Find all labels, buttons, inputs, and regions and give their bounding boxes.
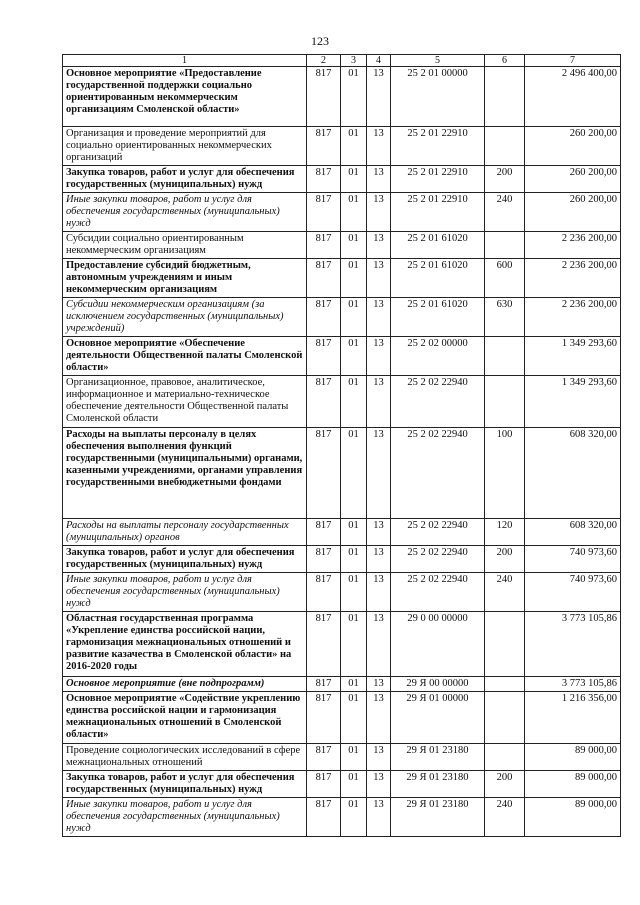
row-name-cell: Расходы на выплаты персоналу в целях обеспечения выполнения функций государственными (муниципальными) органами, казенными учреждениями, органами управления государственными внебюджетными фондами: [63, 428, 307, 519]
row-name-cell: Закупка товаров, работ и услуг для обеспечения государственных (муниципальных) нужд: [63, 166, 307, 193]
table-row: [63, 573, 621, 612]
amount-cell: 608 320,00: [525, 428, 621, 519]
table-row: [63, 193, 621, 232]
target-article-cell: 25 2 01 22910: [391, 193, 485, 232]
ministry-code-cell: 817: [307, 677, 341, 692]
section-code-cell: 01: [341, 519, 367, 546]
table-row: [63, 744, 621, 771]
section-code-cell: 01: [341, 193, 367, 232]
target-article-cell: 25 2 01 00000: [391, 67, 485, 127]
target-article-cell: 29 Я 01 23180: [391, 798, 485, 837]
target-article-cell: 29 Я 01 23180: [391, 744, 485, 771]
amount-cell: 89 000,00: [525, 798, 621, 837]
table-row: [63, 337, 621, 376]
header-cell: 1: [63, 55, 307, 67]
expense-type-cell: 200: [485, 546, 525, 573]
expense-type-cell: [485, 127, 525, 166]
target-article-cell: 25 2 01 61020: [391, 298, 485, 337]
row-name-cell: Закупка товаров, работ и услуг для обеспечения государственных (муниципальных) нужд: [63, 546, 307, 573]
subsection-code-cell: 13: [367, 573, 391, 612]
section-code-cell: 01: [341, 692, 367, 744]
section-code-cell: 01: [341, 337, 367, 376]
table-row: [63, 67, 621, 127]
budget-table-body: [63, 55, 621, 837]
row-name-cell: Организационное, правовое, аналитическое, информационное и материально-техническое обеспечение деятельности Общественной палаты Смоленской области: [63, 376, 307, 428]
target-article-cell: 25 2 02 22940: [391, 519, 485, 546]
expense-type-cell: [485, 376, 525, 428]
expense-type-cell: [485, 692, 525, 744]
row-name-cell: Иные закупки товаров, работ и услуг для обеспечения государственных (муниципальных) нужд: [63, 798, 307, 837]
ministry-code-cell: 817: [307, 193, 341, 232]
amount-cell: 260 200,00: [525, 127, 621, 166]
expense-type-cell: 240: [485, 798, 525, 837]
amount-cell: 260 200,00: [525, 166, 621, 193]
section-code-cell: 01: [341, 546, 367, 573]
ministry-code-cell: 817: [307, 166, 341, 193]
ministry-code-cell: 817: [307, 376, 341, 428]
table-row: [63, 127, 621, 166]
expense-type-cell: [485, 337, 525, 376]
row-name-cell: Областная государственная программа «Укрепление единства российской нации, гармонизация межнациональных отношений и развитие казачества в Смоленской области» на 2016-2020 годы: [63, 612, 307, 677]
amount-cell: 3 773 105,86: [525, 612, 621, 677]
target-article-cell: 25 2 01 22910: [391, 127, 485, 166]
target-article-cell: 29 Я 01 00000: [391, 692, 485, 744]
ministry-code-cell: 817: [307, 744, 341, 771]
subsection-code-cell: 13: [367, 67, 391, 127]
amount-cell: 2 496 400,00: [525, 67, 621, 127]
section-code-cell: 01: [341, 298, 367, 337]
subsection-code-cell: 13: [367, 428, 391, 519]
subsection-code-cell: 13: [367, 798, 391, 837]
amount-cell: 608 320,00: [525, 519, 621, 546]
page-number: 123: [311, 34, 329, 48]
header-cell: 3: [341, 55, 367, 67]
subsection-code-cell: 13: [367, 166, 391, 193]
amount-cell: 89 000,00: [525, 744, 621, 771]
table-row: [63, 546, 621, 573]
row-name-cell: Предоставление субсидий бюджетным, автономным учреждениям и иным некоммерческим организациям: [63, 259, 307, 298]
expense-type-cell: [485, 677, 525, 692]
section-code-cell: 01: [341, 573, 367, 612]
row-name-cell: Иные закупки товаров, работ и услуг для обеспечения государственных (муниципальных) нужд: [63, 573, 307, 612]
ministry-code-cell: 817: [307, 428, 341, 519]
ministry-code-cell: 817: [307, 259, 341, 298]
section-code-cell: 01: [341, 798, 367, 837]
ministry-code-cell: 817: [307, 127, 341, 166]
subsection-code-cell: 13: [367, 677, 391, 692]
amount-cell: 1 349 293,60: [525, 376, 621, 428]
header-cell: 7: [525, 55, 621, 67]
section-code-cell: 01: [341, 677, 367, 692]
target-article-cell: 25 2 02 22940: [391, 376, 485, 428]
section-code-cell: 01: [341, 232, 367, 259]
section-code-cell: 01: [341, 744, 367, 771]
amount-cell: 740 973,60: [525, 546, 621, 573]
ministry-code-cell: 817: [307, 67, 341, 127]
table-row: [63, 428, 621, 519]
header-cell: 4: [367, 55, 391, 67]
table-row: [63, 771, 621, 798]
expense-type-cell: [485, 67, 525, 127]
subsection-code-cell: 13: [367, 744, 391, 771]
expense-type-cell: 240: [485, 573, 525, 612]
target-article-cell: 25 2 02 22940: [391, 428, 485, 519]
subsection-code-cell: 13: [367, 546, 391, 573]
row-name-cell: Иные закупки товаров, работ и услуг для обеспечения государственных (муниципальных) нужд: [63, 193, 307, 232]
section-code-cell: 01: [341, 259, 367, 298]
expense-type-cell: 100: [485, 428, 525, 519]
section-code-cell: 01: [341, 67, 367, 127]
ministry-code-cell: 817: [307, 612, 341, 677]
subsection-code-cell: 13: [367, 232, 391, 259]
expense-type-cell: 600: [485, 259, 525, 298]
row-name-cell: Основное мероприятие «Предоставление государственной поддержки социально ориентированным некоммерческим организациям Смоленской области»: [63, 67, 307, 127]
row-name-cell: Организация и проведение мероприятий для социально ориентированных некоммерческих организаций: [63, 127, 307, 166]
row-name-cell: Основное мероприятие «Содействие укреплению единства российской нации и гармонизация межнациональных отношений в Смоленской области»: [63, 692, 307, 744]
expense-type-cell: 120: [485, 519, 525, 546]
table-row: [63, 376, 621, 428]
table-row: [63, 519, 621, 546]
subsection-code-cell: 13: [367, 771, 391, 798]
table-row: [63, 612, 621, 677]
subsection-code-cell: 13: [367, 612, 391, 677]
amount-cell: 1 349 293,60: [525, 337, 621, 376]
header-cell: 6: [485, 55, 525, 67]
section-code-cell: 01: [341, 612, 367, 677]
target-article-cell: 29 Я 01 23180: [391, 771, 485, 798]
target-article-cell: 25 2 01 61020: [391, 232, 485, 259]
table-row: [63, 259, 621, 298]
row-name-cell: Субсидии некоммерческим организациям (за исключением государственных (муниципальных) учреждений): [63, 298, 307, 337]
amount-cell: 2 236 200,00: [525, 298, 621, 337]
amount-cell: 2 236 200,00: [525, 259, 621, 298]
subsection-code-cell: 13: [367, 298, 391, 337]
amount-cell: 3 773 105,86: [525, 677, 621, 692]
amount-cell: 1 216 356,00: [525, 692, 621, 744]
row-name-cell: Закупка товаров, работ и услуг для обеспечения государственных (муниципальных) нужд: [63, 771, 307, 798]
target-article-cell: 25 2 02 22940: [391, 546, 485, 573]
expense-type-cell: [485, 232, 525, 259]
target-article-cell: 29 0 00 00000: [391, 612, 485, 677]
ministry-code-cell: 817: [307, 573, 341, 612]
section-code-cell: 01: [341, 166, 367, 193]
target-article-cell: 25 2 01 61020: [391, 259, 485, 298]
ministry-code-cell: 817: [307, 519, 341, 546]
target-article-cell: 25 2 02 00000: [391, 337, 485, 376]
ministry-code-cell: 817: [307, 798, 341, 837]
table-row: [63, 166, 621, 193]
target-article-cell: 29 Я 00 00000: [391, 677, 485, 692]
section-code-cell: 01: [341, 376, 367, 428]
header-cell: 2: [307, 55, 341, 67]
ministry-code-cell: 817: [307, 771, 341, 798]
ministry-code-cell: 817: [307, 298, 341, 337]
header-cell: 5: [391, 55, 485, 67]
subsection-code-cell: 13: [367, 337, 391, 376]
expense-type-cell: 200: [485, 771, 525, 798]
subsection-code-cell: 13: [367, 376, 391, 428]
expense-type-cell: [485, 612, 525, 677]
table-header-row: [63, 55, 621, 67]
section-code-cell: 01: [341, 127, 367, 166]
table-row: [63, 798, 621, 837]
amount-cell: 740 973,60: [525, 573, 621, 612]
ministry-code-cell: 817: [307, 337, 341, 376]
subsection-code-cell: 13: [367, 127, 391, 166]
ministry-code-cell: 817: [307, 692, 341, 744]
row-name-cell: Субсидии социально ориентированным некоммерческим организациям: [63, 232, 307, 259]
amount-cell: 260 200,00: [525, 193, 621, 232]
amount-cell: 2 236 200,00: [525, 232, 621, 259]
table-row: [63, 692, 621, 744]
row-name-cell: Проведение социологических исследований в сфере межнациональных отношений: [63, 744, 307, 771]
subsection-code-cell: 13: [367, 259, 391, 298]
expense-type-cell: 240: [485, 193, 525, 232]
target-article-cell: 25 2 02 22940: [391, 573, 485, 612]
expense-type-cell: [485, 744, 525, 771]
subsection-code-cell: 13: [367, 193, 391, 232]
section-code-cell: 01: [341, 428, 367, 519]
row-name-cell: Расходы на выплаты персоналу государственных (муниципальных) органов: [63, 519, 307, 546]
amount-cell: 89 000,00: [525, 771, 621, 798]
row-name-cell: Основное мероприятие «Обеспечение деятельности Общественной палаты Смоленской области»: [63, 337, 307, 376]
section-code-cell: 01: [341, 771, 367, 798]
target-article-cell: 25 2 01 22910: [391, 166, 485, 193]
subsection-code-cell: 13: [367, 519, 391, 546]
ministry-code-cell: 817: [307, 232, 341, 259]
expense-type-cell: 200: [485, 166, 525, 193]
table-row: [63, 232, 621, 259]
budget-table: [62, 54, 621, 837]
ministry-code-cell: 817: [307, 546, 341, 573]
table-row: [63, 298, 621, 337]
table-row: [63, 677, 621, 692]
subsection-code-cell: 13: [367, 692, 391, 744]
row-name-cell: Основное мероприятие (вне подпрограмм): [63, 677, 307, 692]
expense-type-cell: 630: [485, 298, 525, 337]
